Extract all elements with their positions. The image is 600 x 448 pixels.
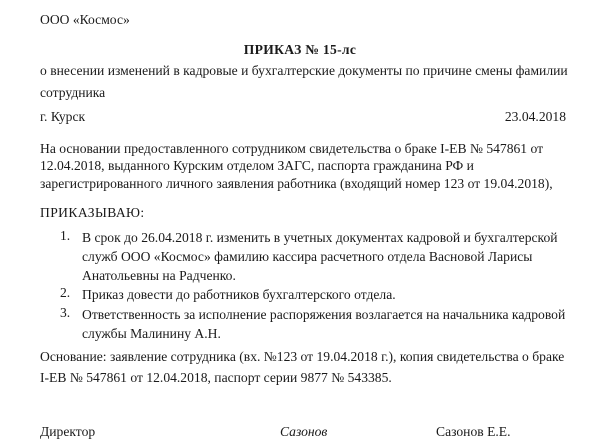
order-date: 23.04.2018 bbox=[504, 109, 566, 124]
order-subject: о внесении изменений в кадровые и бухгалтерские документы по причине смены фамилии сотрудника bbox=[40, 63, 568, 100]
order-directive: ПРИКАЗЫВАЮ: bbox=[40, 205, 145, 220]
order-item-number: 3. bbox=[60, 305, 71, 320]
order-title: ПРИКАЗ № 15-лс bbox=[243, 42, 357, 57]
order-item-text: В срок до 26.04.2018 г. изменить в учетных документах кадровой и бухгалтерской служб ООО «Космос» фамилию кассира расчетного отдела Васновой Ларисы Анатольевны на Радченко. bbox=[82, 230, 558, 283]
order-item-text: Приказ довести до работников бухгалтерского отдела. bbox=[82, 287, 396, 302]
order-city: г. Курск bbox=[40, 109, 86, 124]
order-item-text: Ответственность за исполнение распоряжения возлагается на начальника кадровой службы Малинину А.Н. bbox=[82, 307, 566, 341]
signature-handwritten: Сазонов bbox=[280, 424, 328, 439]
organization-name: ООО «Космос» bbox=[40, 12, 130, 27]
footer-basis: Основание: заявление сотрудника (вх. №123 от 19.04.2018 г.), копия свидетельства о браке I-ЕВ № 547861 от 12.04.2018, паспорт серии 9877 № 543385. bbox=[40, 349, 565, 385]
signature-role: Директор bbox=[40, 424, 96, 439]
order-item-number: 1. bbox=[60, 228, 71, 243]
order-item-number: 2. bbox=[60, 285, 71, 300]
signature-name: Сазонов Е.Е. bbox=[436, 424, 511, 439]
basis-paragraph: На основании предоставленного сотрудником свидетельства о браке I-ЕВ № 547861 от 12.04.2018, выданного Курским отделом ЗАГС, паспорта гражданина РФ и зарегистрированного личного заявления работника (входящий номер 123 от 19.04.2018), bbox=[40, 141, 553, 191]
